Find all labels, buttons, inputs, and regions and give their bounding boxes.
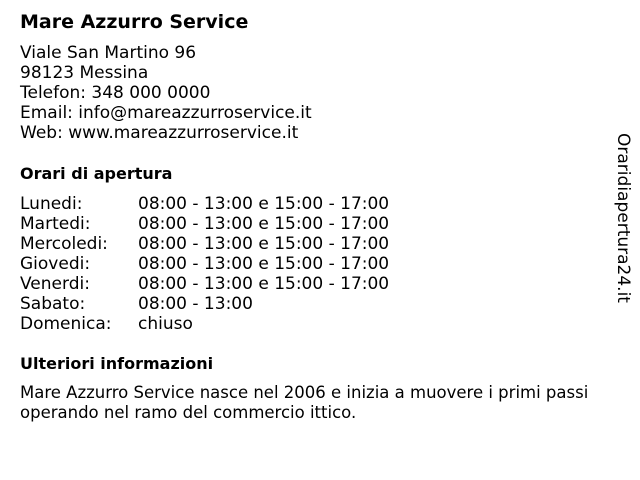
web-line: Web: www.mareazzurroservice.it xyxy=(20,123,299,143)
day-label: Martedi: xyxy=(20,214,91,234)
day-label: Mercoledi: xyxy=(20,234,108,254)
address-block xyxy=(20,43,312,143)
day-hours: 08:00 - 13:00 e 15:00 - 17:00 xyxy=(138,254,390,274)
business-description: Mare Azzurro Service nasce nel 2006 e inizia a muovere i primi passi operando nel ramo del commercio ittico. xyxy=(20,383,589,422)
day-hours: 08:00 - 13:00 xyxy=(138,294,253,314)
city-line: 98123 Messina xyxy=(20,63,149,83)
day-hours: 08:00 - 13:00 e 15:00 - 17:00 xyxy=(138,274,390,294)
day-label: Venerdi: xyxy=(20,274,90,294)
day-hours: 08:00 - 13:00 e 15:00 - 17:00 xyxy=(138,194,390,214)
day-hours: 08:00 - 13:00 e 15:00 - 17:00 xyxy=(138,234,390,254)
day-hours: 08:00 - 13:00 e 15:00 - 17:00 xyxy=(138,214,390,234)
site-watermark: Oraridiapertura24.it xyxy=(613,133,633,303)
day-label: Sabato: xyxy=(20,294,86,314)
business-name: Mare Azzurro Service xyxy=(20,11,249,33)
day-label: Lunedi: xyxy=(20,194,83,214)
info-heading: Ulteriori informazioni xyxy=(20,354,214,373)
phone-line: Telefon: 348 000 0000 xyxy=(20,83,211,103)
day-label: Domenica: xyxy=(20,314,112,334)
day-label: Giovedi: xyxy=(20,254,91,274)
street-address: Viale San Martino 96 xyxy=(20,43,197,63)
day-hours: chiuso xyxy=(138,314,193,334)
email-line: Email: info@mareazzurroservice.it xyxy=(20,103,312,123)
hours-heading: Orari di apertura xyxy=(20,164,173,183)
